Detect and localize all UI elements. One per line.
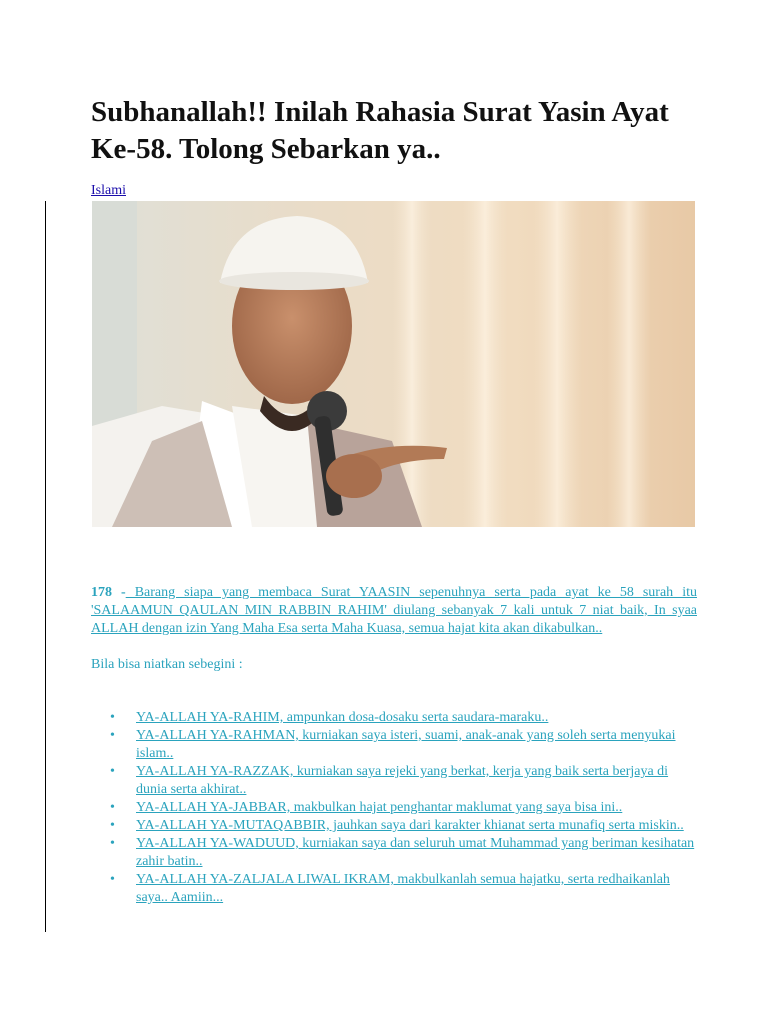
list-item (110, 709, 700, 727)
list-item (110, 799, 700, 817)
prayer-text: YA-ALLAH YA-RAZZAK, kurniakan saya rejeki yang berkat, kerja yang baik serta berjaya di dunia serta akhirat.. (136, 764, 669, 797)
prayer-text: YA-ALLAH YA-RAHMAN, kurniakan saya isteri, suami, anak-anak yang soleh serta menyukai islam.. (136, 728, 676, 761)
bullet-icon: • (110, 710, 115, 725)
prayer-lead: Bila bisa niatkan sebegini : (91, 657, 243, 672)
intro-number: 178 - (91, 585, 126, 600)
bullet-icon: • (110, 818, 115, 833)
category-link[interactable]: Islami (91, 183, 126, 198)
bullet-icon: • (110, 764, 115, 779)
prayer-list (110, 709, 700, 907)
list-item (110, 763, 700, 799)
left-margin-rule (45, 201, 46, 932)
intro-paragraph (91, 584, 697, 638)
prayer-text: YA-ALLAH YA-ZALJALA LIWAL IKRAM, makbulkanlah semua hajatku, serta redhaikanlah saya.. Aamiin... (136, 872, 670, 905)
bullet-icon: • (110, 728, 115, 743)
prayer-text: YA-ALLAH YA-RAHIM, ampunkan dosa-dosaku serta saudara-maraku.. (136, 710, 549, 725)
list-item (110, 727, 700, 763)
prayer-text: YA-ALLAH YA-JABBAR, makbulkan hajat penghantar maklumat yang saya bisa ini.. (136, 800, 623, 815)
page-title: Subhanallah!! Inilah Rahasia Surat Yasin Ayat Ke-58. Tolong Sebarkan ya.. (91, 96, 669, 165)
bullet-icon: • (110, 800, 115, 815)
article-photo (92, 201, 695, 527)
prayer-text: YA-ALLAH YA-WADUUD, kurniakan saya dan seluruh umat Muhammad yang beriman kesihatan zahir batin.. (136, 836, 695, 869)
bullet-icon: • (110, 836, 115, 851)
list-item (110, 817, 700, 835)
prayer-text: YA-ALLAH YA-MUTAQABBIR, jauhkan saya dari karakter khianat serta munafiq serta miskin.. (136, 818, 684, 833)
intro-text: Barang siapa yang membaca Surat YAASIN sepenuhnya serta pada ayat ke 58 surah itu 'SALAAMUN QAULAN MIN RABBIN RAHIM' diulang sebanyak 7 kali untuk 7 niat baik, In syaa ALLAH dengan izin Yang Maha Esa serta Maha Kuasa, semua hajat kita akan dikabulkan.. (91, 585, 697, 636)
list-item (110, 871, 700, 907)
bullet-icon: • (110, 872, 115, 887)
list-item (110, 835, 700, 871)
